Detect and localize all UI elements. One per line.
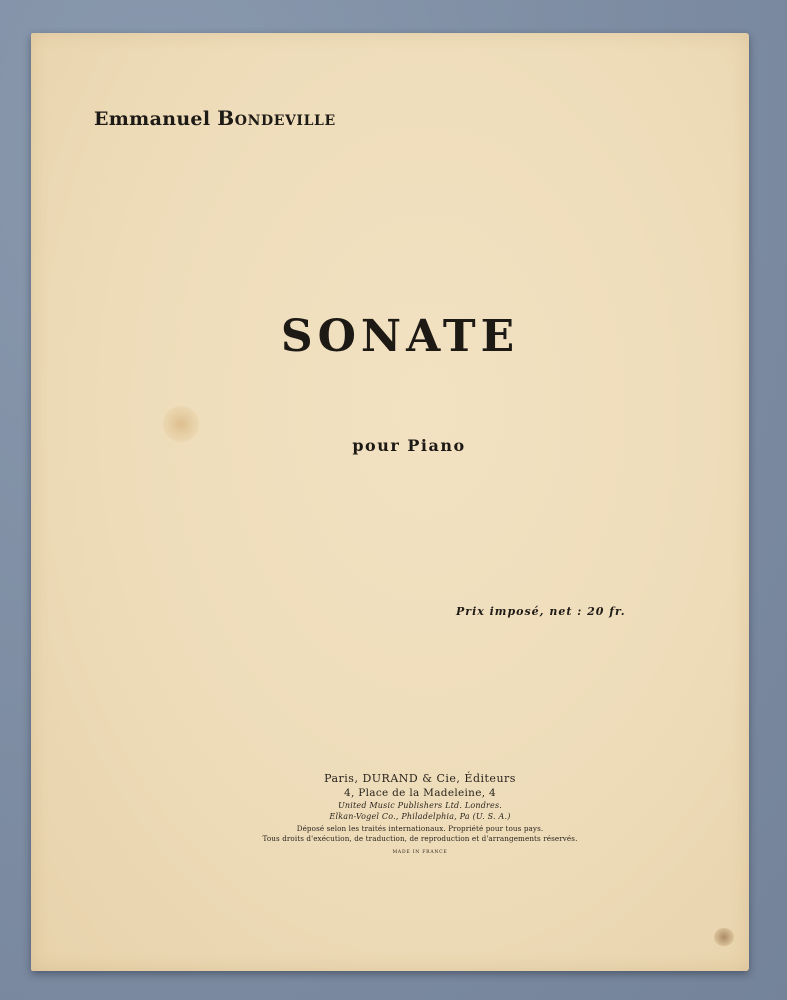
- publisher-name: Paris, DURAND & Cie, Éditeurs: [324, 772, 516, 785]
- work-title: SONATE: [280, 311, 520, 362]
- publisher-address: 4, Place de la Madeleine, 4: [343, 787, 496, 799]
- agent-london: United Music Publishers Ltd. Londres.: [337, 801, 503, 810]
- publisher-imprint: [31, 771, 749, 857]
- composer-surname: Bondeville: [217, 106, 336, 130]
- work-subtitle: pour Piano: [352, 436, 466, 455]
- paper-stain: [714, 928, 734, 946]
- rights-notice: Tous droits d'exécution, de traduction, de reproduction et d'arrangements réservés.: [262, 834, 578, 843]
- sheet-music-cover: [31, 33, 749, 971]
- agent-philadelphia: Elkan-Vogel Co., Philadelphia, Pa (U. S. A.): [329, 812, 511, 821]
- copyright-notice: Déposé selon les traités internationaux. Propriété pour tous pays.: [296, 824, 544, 833]
- composer-name: [94, 106, 336, 130]
- price-notice: Prix imposé, net : 20 fr.: [456, 605, 626, 618]
- composer-given-name: Emmanuel: [94, 108, 211, 130]
- made-in-france: MADE IN FRANCE: [392, 850, 448, 855]
